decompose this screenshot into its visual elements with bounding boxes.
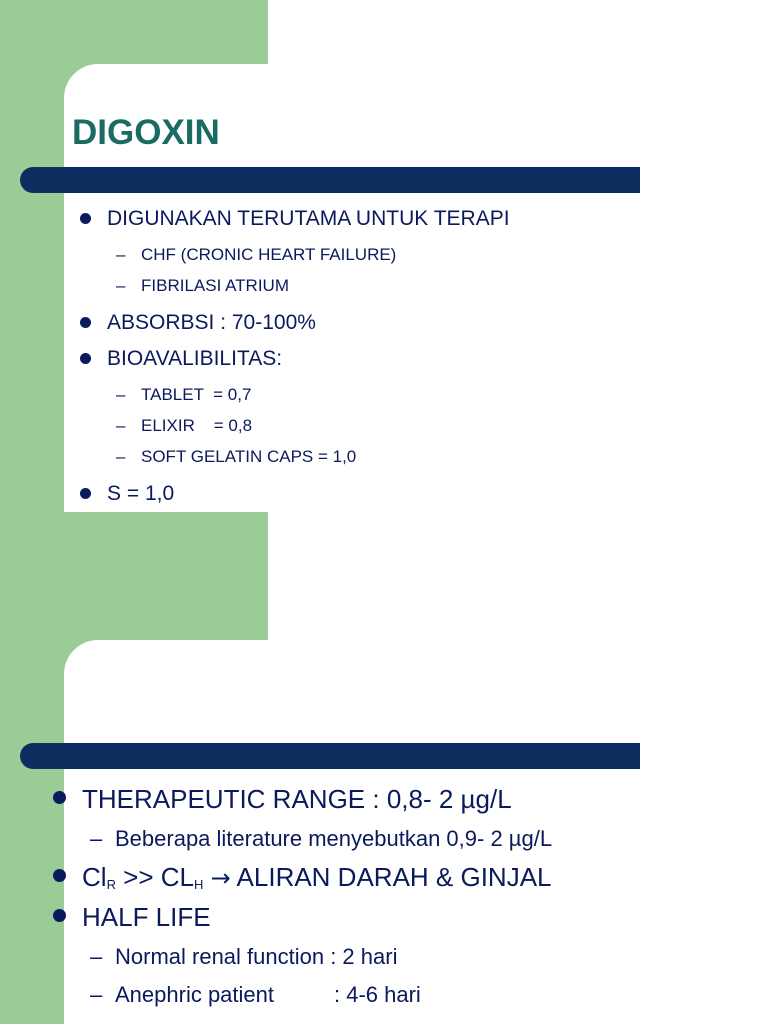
bullet-usage: [78, 204, 678, 240]
sub-bullet: [78, 271, 678, 302]
dash-icon: –: [90, 944, 103, 969]
dash-icon: –: [116, 245, 126, 264]
bullet-dot-icon: [80, 353, 91, 364]
sub-bullet: [50, 976, 760, 1014]
bullet-text: ALIRAN DARAH & GINJAL: [230, 862, 552, 892]
sub-bullet: [78, 442, 678, 473]
bullet-text: THERAPEUTIC RANGE : 0,8- 2 µg/L: [82, 784, 512, 814]
bullet-text: DIGUNAKAN TERUTAMA UNTUK TERAPI: [107, 207, 510, 230]
bullet-dot-icon: [53, 909, 66, 922]
bullet-list: [50, 780, 760, 1014]
bullet-dot-icon: [80, 317, 91, 328]
sub-bullet-text: SOFT GELATIN CAPS = 1,0: [141, 447, 357, 466]
sub-bullet: [78, 411, 678, 442]
sub-bullet-text: Beberapa literature menyebutkan 0,9- 2 µg/L: [115, 826, 553, 851]
sub-bullet-value: : 4-6 hari: [334, 982, 421, 1007]
bullet-text: BIOAVALIBILITAS:: [107, 347, 283, 370]
sub-bullet-text: Normal renal function : 2 hari: [115, 944, 398, 969]
title-underline-bar: [20, 167, 640, 193]
sub-bullet: [78, 240, 678, 271]
bullet-dot-icon: [53, 869, 66, 882]
dash-icon: –: [90, 826, 103, 851]
bullet-half-life: [50, 898, 760, 938]
sub-bullet: [78, 380, 678, 411]
sub-bullet-text: TABLET = 0,7: [141, 385, 252, 404]
dash-icon: –: [90, 982, 103, 1007]
clearance-hepatic-label: >> CL: [115, 862, 195, 892]
slide-2: [0, 512, 768, 1024]
bullet-clearance: [50, 858, 760, 898]
bullet-dot-icon: [80, 213, 91, 224]
dash-icon: –: [116, 385, 126, 404]
bullet-text: HALF LIFE: [82, 902, 211, 932]
bullet-text: ABSORBSI : 70-100%: [107, 311, 316, 334]
arrow-right-icon: →: [210, 864, 231, 892]
subscript-r: R: [106, 877, 116, 892]
bullet-dot-icon: [53, 791, 66, 804]
sub-bullet-text: Anephric patient: [115, 982, 274, 1007]
sub-bullet-text: FIBRILASI ATRIUM: [141, 276, 289, 295]
sub-bullet-text: CHF (CRONIC HEART FAILURE): [141, 245, 397, 264]
title-underline-bar: [20, 743, 640, 769]
bullet-list: [78, 204, 678, 512]
bullet-bioavailability: [78, 344, 678, 380]
bullet-absorbsi: [78, 308, 678, 344]
dash-icon: –: [116, 416, 126, 435]
sub-bullet: [50, 820, 760, 858]
sub-bullet-text: ELIXIR = 0,8: [141, 416, 253, 435]
sub-bullet: [50, 938, 760, 976]
bullet-text: S = 1,0: [107, 482, 175, 505]
subscript-h: H: [194, 877, 204, 892]
dash-icon: –: [116, 276, 126, 295]
bullet-dot-icon: [80, 488, 91, 499]
clearance-renal-label: Cl: [82, 862, 107, 892]
slide-title: DIGOXIN: [72, 113, 220, 152]
bullet-therapeutic-range: [50, 780, 760, 820]
dash-icon: –: [116, 447, 126, 466]
bullet-s: [78, 479, 678, 512]
